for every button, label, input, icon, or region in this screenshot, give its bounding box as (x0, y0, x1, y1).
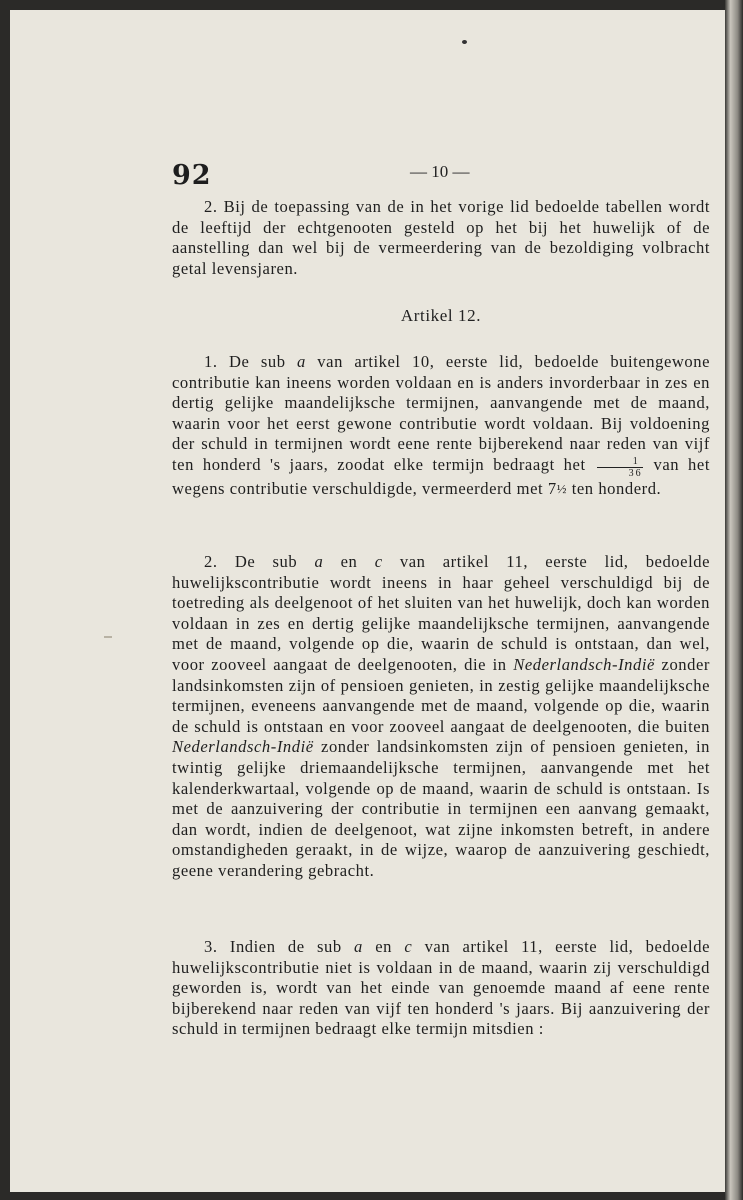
p3-sub-a: a (354, 937, 363, 956)
p2-place-1: Nederlandsch-Indië (513, 654, 655, 674)
paragraph-prev-lid-2: 2. Bij de toepassing van de in het vorige lid bedoelde tabellen wordt de leeftijd der echtgenooten gesteld op het bij het huwelijk of de aanstelling dan wel bij de vermeerdering van de bezoldiging volbracht getal levensjaren. (172, 197, 710, 278)
margin-mark (104, 636, 112, 638)
fraction-numerator: 1 (597, 456, 643, 468)
p1-sub-a: a (297, 352, 306, 371)
p3-sub-c: c (404, 937, 413, 956)
p1-text-2: van artikel 10, eerste lid, bedoelde buitengewone contributie kan ineens worden voldaan en is anders invorderbaar in zes en dertig gelijke maandelijksche termijnen, aanvangende met de maand, waarin voor het eerst gewone contributie wordt voldaan. Bij voldoening der schuld in termijnen wordt eene rente bijberekend naar reden van vijf ten honderd 's jaars, zoodat elke termijn bedraagt het (172, 352, 711, 474)
half-fraction: ½ (556, 480, 567, 496)
p2-text-4: zonder landsinkomsten zijn of pensioen genieten, in twintig gelijke driemaandelijksche termijnen, aanvangende met het kalenderkwartaal, volgende op de maand, waarin de schuld is ontstaan. Is met de aanzuivering der contributie in termijnen een aanvang gemaakt, dan wordt, indien de deelgenoot, wat zijne inkomsten betreft, in andere omstandigheden geraakt, in de wijze, waarop de aanzuivering geschiedt, geene verandering gebracht. (172, 737, 710, 880)
print-mark (462, 40, 467, 44)
p2-sub-c: c (374, 552, 383, 571)
folio-number: 92 (172, 160, 212, 191)
p3-text-mid: en (362, 937, 405, 956)
p3-text-1: 3. Indien de sub (204, 937, 355, 956)
page-number: — 10 — (410, 162, 470, 181)
fraction-denominator: 36 (628, 467, 643, 479)
p2-text-2: van artikel 11, eerste lid, bedoelde huwelijkscontributie wordt ineens in haar geheel verschuldigd bij de toetreding als deelgenoot of het sluiten van het huwelijk, doch kan worden voldaan in zes en dertig gelijke maandelijksche termijnen, aanvangende met de maand, volgende op die, waarin de schuld is ontstaan, dan wel, voor zooveel aangaat de deelgenooten, die in (172, 552, 710, 674)
p2-text-1: 2. De sub (204, 552, 315, 571)
p2-place-2: Nederlandsch-Indië (172, 737, 314, 757)
article12-paragraph-3 (172, 937, 710, 1040)
p2-sub-a: a (314, 552, 324, 571)
article-heading: Artikel 12. (400, 306, 482, 325)
p1-text-3: van het wegens contributie verschuldigde, vermeerderd met 7 (172, 454, 710, 498)
fraction (597, 456, 643, 479)
article12-paragraph-1 (172, 352, 710, 500)
article12-paragraph-2 (172, 552, 710, 882)
p2-text-3: zonder landsinkomsten zijn of pensioen genieten, in zestig gelijke maandelijksche termijnen, eveneens aanvangende met de maand, volgende op die, waarin de schuld is ontstaan en voor zooveel aangaat de deelgenooten, die buiten (172, 654, 710, 736)
p1-text-1: 1. De sub (204, 352, 298, 371)
p1-text-4: ten honderd. (567, 478, 662, 498)
page-edge (725, 0, 743, 1200)
p2-text-mid: en (323, 552, 375, 571)
document-page (10, 10, 725, 1192)
p3-text-2: van artikel 11, eerste lid, bedoelde huwelijkscontributie niet is voldaan in de maand, waarin zij verschuldigd geworden is, wordt van het einde van genoemde maand af eene rente bijberekend naar reden van vijf ten honderd 's jaars. Bij aanzuivering der schuld in termijnen bedraagt elke termijn mitsdien : (172, 937, 710, 1039)
